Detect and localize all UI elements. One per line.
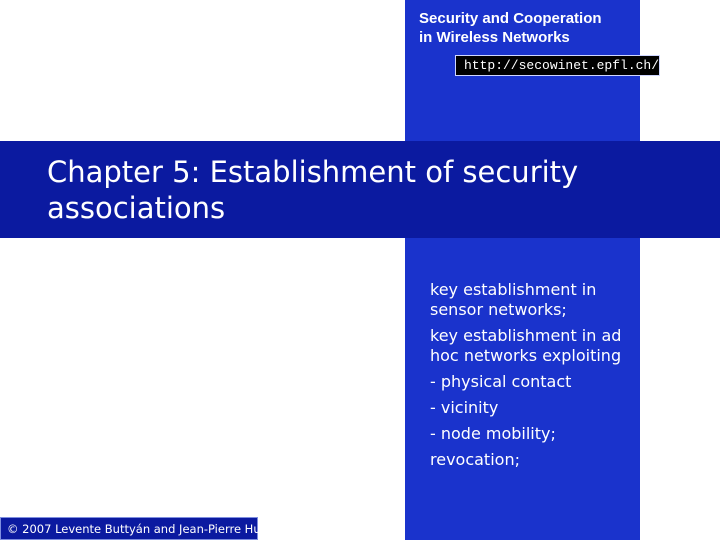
- book-title-line2: in Wireless Networks: [419, 29, 570, 46]
- topic-item: revocation;: [430, 450, 520, 469]
- url-box[interactable]: [455, 55, 660, 76]
- url-link[interactable]: http://secowinet.epfl.ch/: [464, 58, 660, 73]
- topic-item: - node mobility;: [430, 424, 556, 443]
- chapter-title-line2: associations: [47, 191, 226, 225]
- book-title-line1: Security and Cooperation: [419, 10, 602, 27]
- topic-item: key establishment in ad hoc networks exploiting: [430, 326, 622, 365]
- copyright-footer: [0, 517, 290, 540]
- copyright-text: © 2007 Levente Buttyán and Jean-Pierre Hubaux: [7, 522, 290, 536]
- topic-item: - physical contact: [430, 372, 572, 391]
- topic-item: key establishment in sensor networks;: [430, 280, 597, 319]
- chapter-title-line1: Chapter 5: Establishment of security: [47, 155, 579, 189]
- chapter-title: [47, 154, 667, 226]
- book-title: [419, 9, 634, 47]
- topics-list: [430, 280, 635, 476]
- topic-item: - vicinity: [430, 398, 499, 417]
